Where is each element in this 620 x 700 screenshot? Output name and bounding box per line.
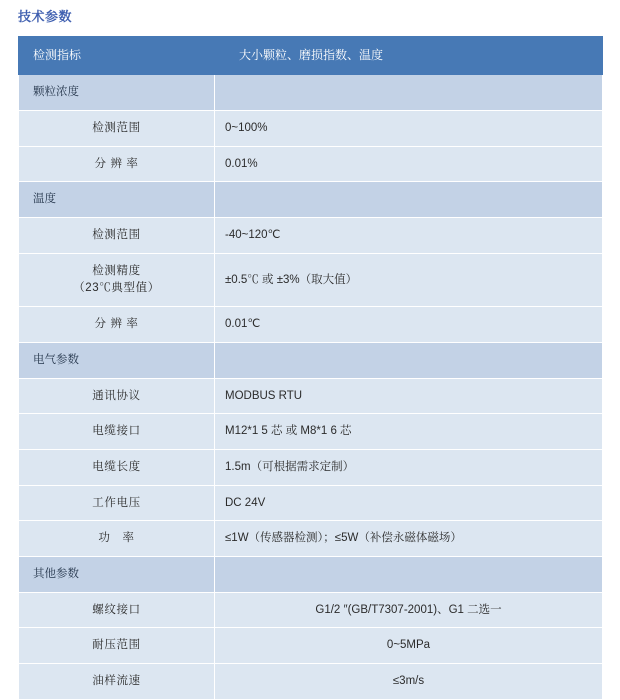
- table-row: [19, 253, 603, 307]
- row-value-cell: [215, 592, 603, 628]
- section-label: 其他参数: [33, 567, 79, 580]
- section-blank: [215, 75, 602, 110]
- row-label-cell: [19, 253, 215, 307]
- section-blank-cell: [215, 182, 603, 218]
- row-label-cell: [19, 449, 215, 485]
- section-label-cell: [19, 342, 215, 378]
- row-label: 耐压范围: [92, 639, 141, 652]
- row-value-cell: [215, 307, 603, 343]
- row-label: 功 率: [98, 532, 135, 545]
- section-blank: [215, 557, 602, 592]
- table-header-cell-scope: [215, 37, 603, 75]
- row-value: 0.01%: [225, 157, 258, 170]
- row-value-cell: [215, 378, 603, 414]
- row-label-cell: [19, 218, 215, 254]
- row-label-cell: [19, 628, 215, 664]
- row-value: 0~100%: [225, 122, 268, 135]
- row-label: 油样流速: [92, 674, 141, 687]
- section-blank-cell: [215, 75, 603, 111]
- section-label: 温度: [33, 193, 56, 206]
- row-value-cell: [215, 253, 603, 307]
- row-label: 检测范围: [92, 229, 141, 242]
- row-value-cell: [215, 663, 603, 699]
- table-section-row: [19, 182, 603, 218]
- row-value-cell: [215, 111, 603, 147]
- table-row: [19, 414, 603, 450]
- row-value: M12*1 5 芯 或 M8*1 6 芯: [225, 425, 352, 438]
- row-value: 0~5MPa: [386, 639, 431, 652]
- row-value-cell: [215, 521, 603, 557]
- table-row: [19, 111, 603, 147]
- row-value: 1.5m（可根据需求定制）: [225, 460, 355, 473]
- row-label: 分 辨 率: [94, 318, 139, 331]
- row-label-cell: [19, 485, 215, 521]
- row-value-cell: [215, 628, 603, 664]
- table-row: [19, 521, 603, 557]
- table-row: [19, 218, 603, 254]
- row-value: 0.01℃: [225, 318, 261, 331]
- specifications-table: [18, 36, 603, 700]
- table-header-label-scope: 大小颗粒、磨损指数、温度: [239, 48, 384, 62]
- row-value-cell: [215, 449, 603, 485]
- row-value-cell: [215, 414, 603, 450]
- row-value-cell: [215, 485, 603, 521]
- row-value-cell: [215, 146, 603, 182]
- table-header-cell-metric: [19, 37, 215, 75]
- row-label: 通讯协议: [92, 389, 141, 402]
- row-label-cell: [19, 111, 215, 147]
- row-value: MODBUS RTU: [225, 389, 303, 402]
- row-value-cell: [215, 218, 603, 254]
- table-section-row: [19, 75, 603, 111]
- table-row: [19, 592, 603, 628]
- row-label: 螺纹接口: [92, 603, 141, 616]
- table-row: [19, 449, 603, 485]
- page-title: 技术参数: [18, 9, 73, 24]
- section-label: 电气参数: [33, 353, 79, 366]
- row-value: ≤1W（传感器检测）；≤5W（补偿永磁体磁场）: [225, 532, 462, 545]
- table-header-row: [19, 37, 603, 75]
- row-label-cell: [19, 592, 215, 628]
- table-row: [19, 146, 603, 182]
- row-label: 分 辨 率: [94, 157, 139, 170]
- row-label-cell: [19, 414, 215, 450]
- row-value: G1/2 ″(GB/T7307-2001)、G1 二选一: [315, 603, 502, 616]
- row-value: ≤3m/s: [392, 674, 425, 687]
- section-label-cell: [19, 75, 215, 111]
- table-section-row: [19, 556, 603, 592]
- row-value: ±0.5℃ 或 ±3%（取大值）: [225, 273, 358, 286]
- table-header-label-metric: 检测指标: [33, 48, 82, 62]
- row-label: 检测范围: [92, 122, 141, 135]
- table-row: [19, 307, 603, 343]
- section-label-cell: [19, 556, 215, 592]
- section-label-cell: [19, 182, 215, 218]
- table-section-row: [19, 342, 603, 378]
- row-label-cell: [19, 378, 215, 414]
- row-value: DC 24V: [225, 496, 266, 509]
- section-blank: [215, 182, 602, 217]
- table-row: [19, 663, 603, 699]
- row-label-cell: [19, 146, 215, 182]
- row-label: 电缆接口: [92, 425, 141, 438]
- section-label: 颗粒浓度: [33, 86, 79, 99]
- row-label-cell: [19, 663, 215, 699]
- table-row: [19, 378, 603, 414]
- row-label: 工作电压: [92, 496, 141, 509]
- row-value: -40~120℃: [225, 229, 281, 242]
- row-label-cell: [19, 307, 215, 343]
- row-label-cell: [19, 521, 215, 557]
- section-blank: [215, 343, 602, 378]
- row-label: 电缆长度: [92, 460, 141, 473]
- table-row: [19, 485, 603, 521]
- table-row: [19, 628, 603, 664]
- section-blank-cell: [215, 342, 603, 378]
- row-label: 检测精度 （23℃典型值）: [73, 264, 160, 294]
- table-body: [19, 37, 603, 700]
- section-blank-cell: [215, 556, 603, 592]
